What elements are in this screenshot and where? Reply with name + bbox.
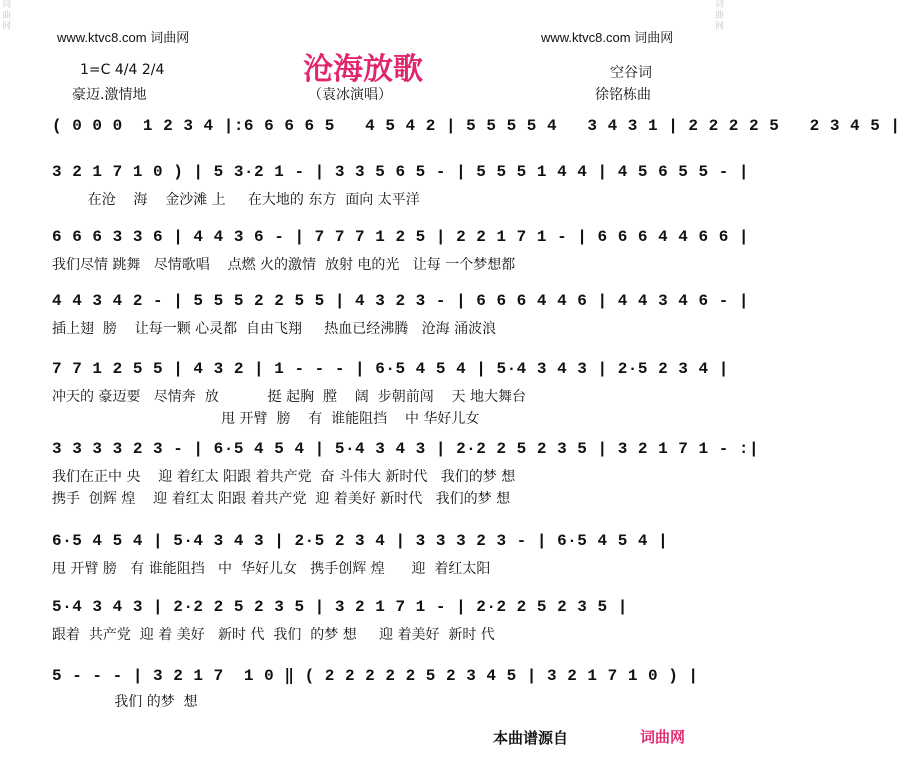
tempo-marking: 豪迈.激情地 [72,87,147,103]
right-watermark-strip: 词曲网 [714,0,724,32]
lyric-row: 甩 开臂 膀 有 谁能阻挡 中 华好儿女 [52,411,480,427]
source-label: 本曲谱源自 [493,729,569,747]
notation-row: 6 6 6 3 3 6 | 4 4 3 6 - | 7 7 7 1 2 5 | 2 2 1 7 1 - | 6 6 6 4 4 6 6 | [52,228,750,246]
lyric-row: 携手 创辉 煌 迎 着红太 阳跟 着共产党 迎 着美好 新时代 我们的梦 想 [52,491,511,507]
singer: （袁冰演唱） [308,87,392,103]
lyric-row: 甩 开臂 膀 有 谁能阻挡 中 华好儿女 携手创辉 煌 迎 着红太阳 [52,561,491,577]
lyric-row: 插上翅 膀 让每一颗 心灵都 自由飞翔 热血已经沸腾 沧海 涌波浪 [52,321,497,337]
notation-row: ( 0 0 0 1 2 3 4 |:6 6 6 6 5 4 5 4 2 | 5 5 5 5 4 3 4 3 1 | 2 2 2 2 5 2 3 4 5 | [52,117,901,135]
notation-row: 6·5 4 5 4 | 5·4 3 4 3 | 2·5 2 3 4 | 3 3 3 2 3 - | 6·5 4 5 4 | [52,532,669,550]
lyric-row: 我们 的梦 想 [52,694,198,710]
notation-row: 5 - - - | 3 2 1 7 1 0 ‖ ( 2 2 2 2 2 5 2 3 4 5 | 3 2 1 7 1 0 ) | [52,667,699,685]
song-title: 沧海放歌 [303,52,423,87]
notation-row: 7 7 1 2 5 5 | 4 3 2 | 1 - - - | 6·5 4 5 4 | 5·4 3 4 3 | 2·5 2 3 4 | [52,360,729,378]
lyricist: 空谷词 [610,65,652,81]
watermark-name: 词曲网 [150,30,190,45]
notation-row: 5·4 3 4 3 | 2·2 2 5 2 3 5 | 3 2 1 7 1 - | 2·2 2 5 2 3 5 | [52,598,628,616]
lyric-row: 冲天的 豪迈要 尽情奔 放 挺 起胸 膛 阔 步朝前闯 天 地大舞台 [52,389,526,405]
notation-row: 3 2 1 7 1 0 ) | 5 3·2 1 - | 3 3 5 6 5 - | 5 5 5 1 4 4 | 4 5 6 5 5 - | [52,163,750,181]
notation-row: 4 4 3 4 2 - | 5 5 5 2 2 5 5 | 4 3 2 3 - | 6 6 6 4 4 6 | 4 4 3 4 6 - | [52,292,750,310]
notation-row: 3 3 3 3 2 3 - | 6·5 4 5 4 | 5·4 3 4 3 | 2·2 2 5 2 3 5 | 3 2 1 7 1 - :| [52,440,760,458]
key-signature: 1=C 4/4 2/4 [80,62,165,78]
composer: 徐铭栋曲 [595,87,651,103]
lyric-row: 我们在正中 央 迎 着红太 阳跟 着共产党 奋 斗伟大 新时代 我们的梦 想 [52,469,516,485]
left-watermark-strip: 词曲网 [1,0,11,32]
lyric-row: 跟着 共产党 迎 着 美好 新时 代 我们 的梦 想 迎 着美好 新时 代 [52,627,495,643]
watermark-site: www.ktvc8.com [541,30,631,45]
lyric-row: 我们尽情 跳舞 尽情歌唱 点燃 火的激情 放射 电的光 让每 一个梦想都 [52,257,516,273]
watermark-site: www.ktvc8.com [57,30,147,45]
site-logo: 词曲网 [640,728,686,746]
lyric-row: 在沧 海 金沙滩 上 在大地的 东方 面向 太平洋 [52,192,420,208]
watermark-name: 词曲网 [634,30,674,45]
